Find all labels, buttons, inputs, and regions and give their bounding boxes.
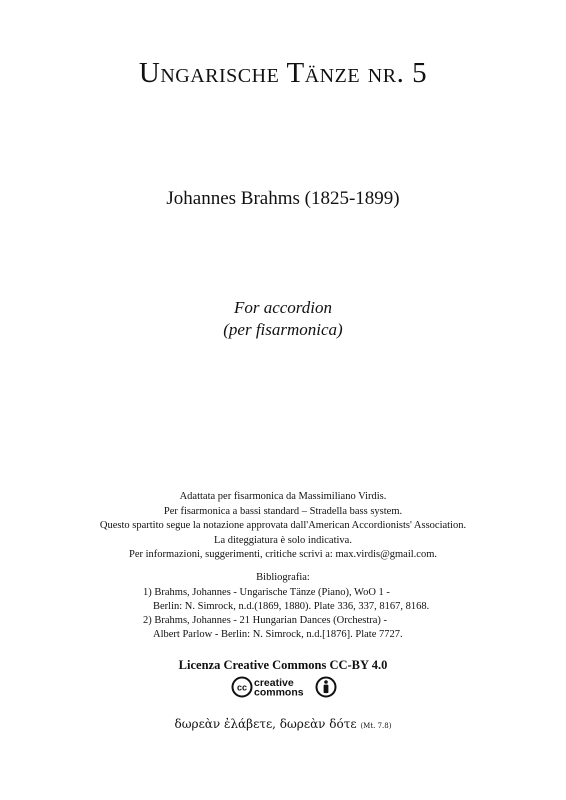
quote-reference: (Mt. 7.8): [360, 722, 392, 730]
note-line: Questo spartito segue la notazione approvata dall'American Accordionists' Association.: [99, 520, 467, 531]
composer: Johannes Brahms (1825-1899): [166, 188, 400, 209]
bibliography-entry: Albert Parlow - Berlin: N. Simrock, n.d.[1876]. Plate 7727.: [153, 629, 403, 640]
cc-mark: cc: [236, 682, 248, 693]
arrangement-notes: [0, 490, 566, 563]
logo-word-commons: commons: [254, 686, 304, 698]
quote-text: δωρεὰν ἐλάβετε, δωρεὰν δότε: [174, 717, 357, 731]
bibliography-entry: Berlin: N. Simrock, n.d.(1869, 1880). Plate 336, 337, 8167, 8168.: [153, 601, 430, 612]
note-line: Per fisarmonica a bassi standard – Stradella bass system.: [163, 505, 403, 517]
creative-commons-logo: [231, 676, 337, 698]
bibliography-heading: Bibliografia:: [256, 572, 310, 583]
instrument-line-italian: (per fisarmonica): [223, 320, 343, 339]
page-title: Ungarische Tänze nr. 5: [138, 57, 428, 89]
license-text: Licenza Creative Commons CC-BY 4.0: [178, 658, 388, 672]
closing-quote: [0, 717, 566, 731]
note-line: Per informazioni, suggerimenti, critiche scrivi a: max.virdis@gmail.com.: [129, 549, 437, 560]
bibliography-entry: 1) Brahms, Johannes - Ungarische Tänze (Piano), WoO 1 -: [143, 587, 390, 598]
instrument-line: For accordion: [233, 298, 333, 317]
bibliography-entry: 2) Brahms, Johannes - 21 Hungarian Dances (Orchestra) -: [143, 615, 388, 626]
note-line: Adattata per fisarmonica da Massimiliano Virdis.: [179, 491, 387, 502]
logo-word-creative: creative: [254, 677, 294, 689]
note-line: La diteggiatura è solo indicativa.: [214, 534, 352, 546]
bibliography-list: [143, 586, 429, 642]
